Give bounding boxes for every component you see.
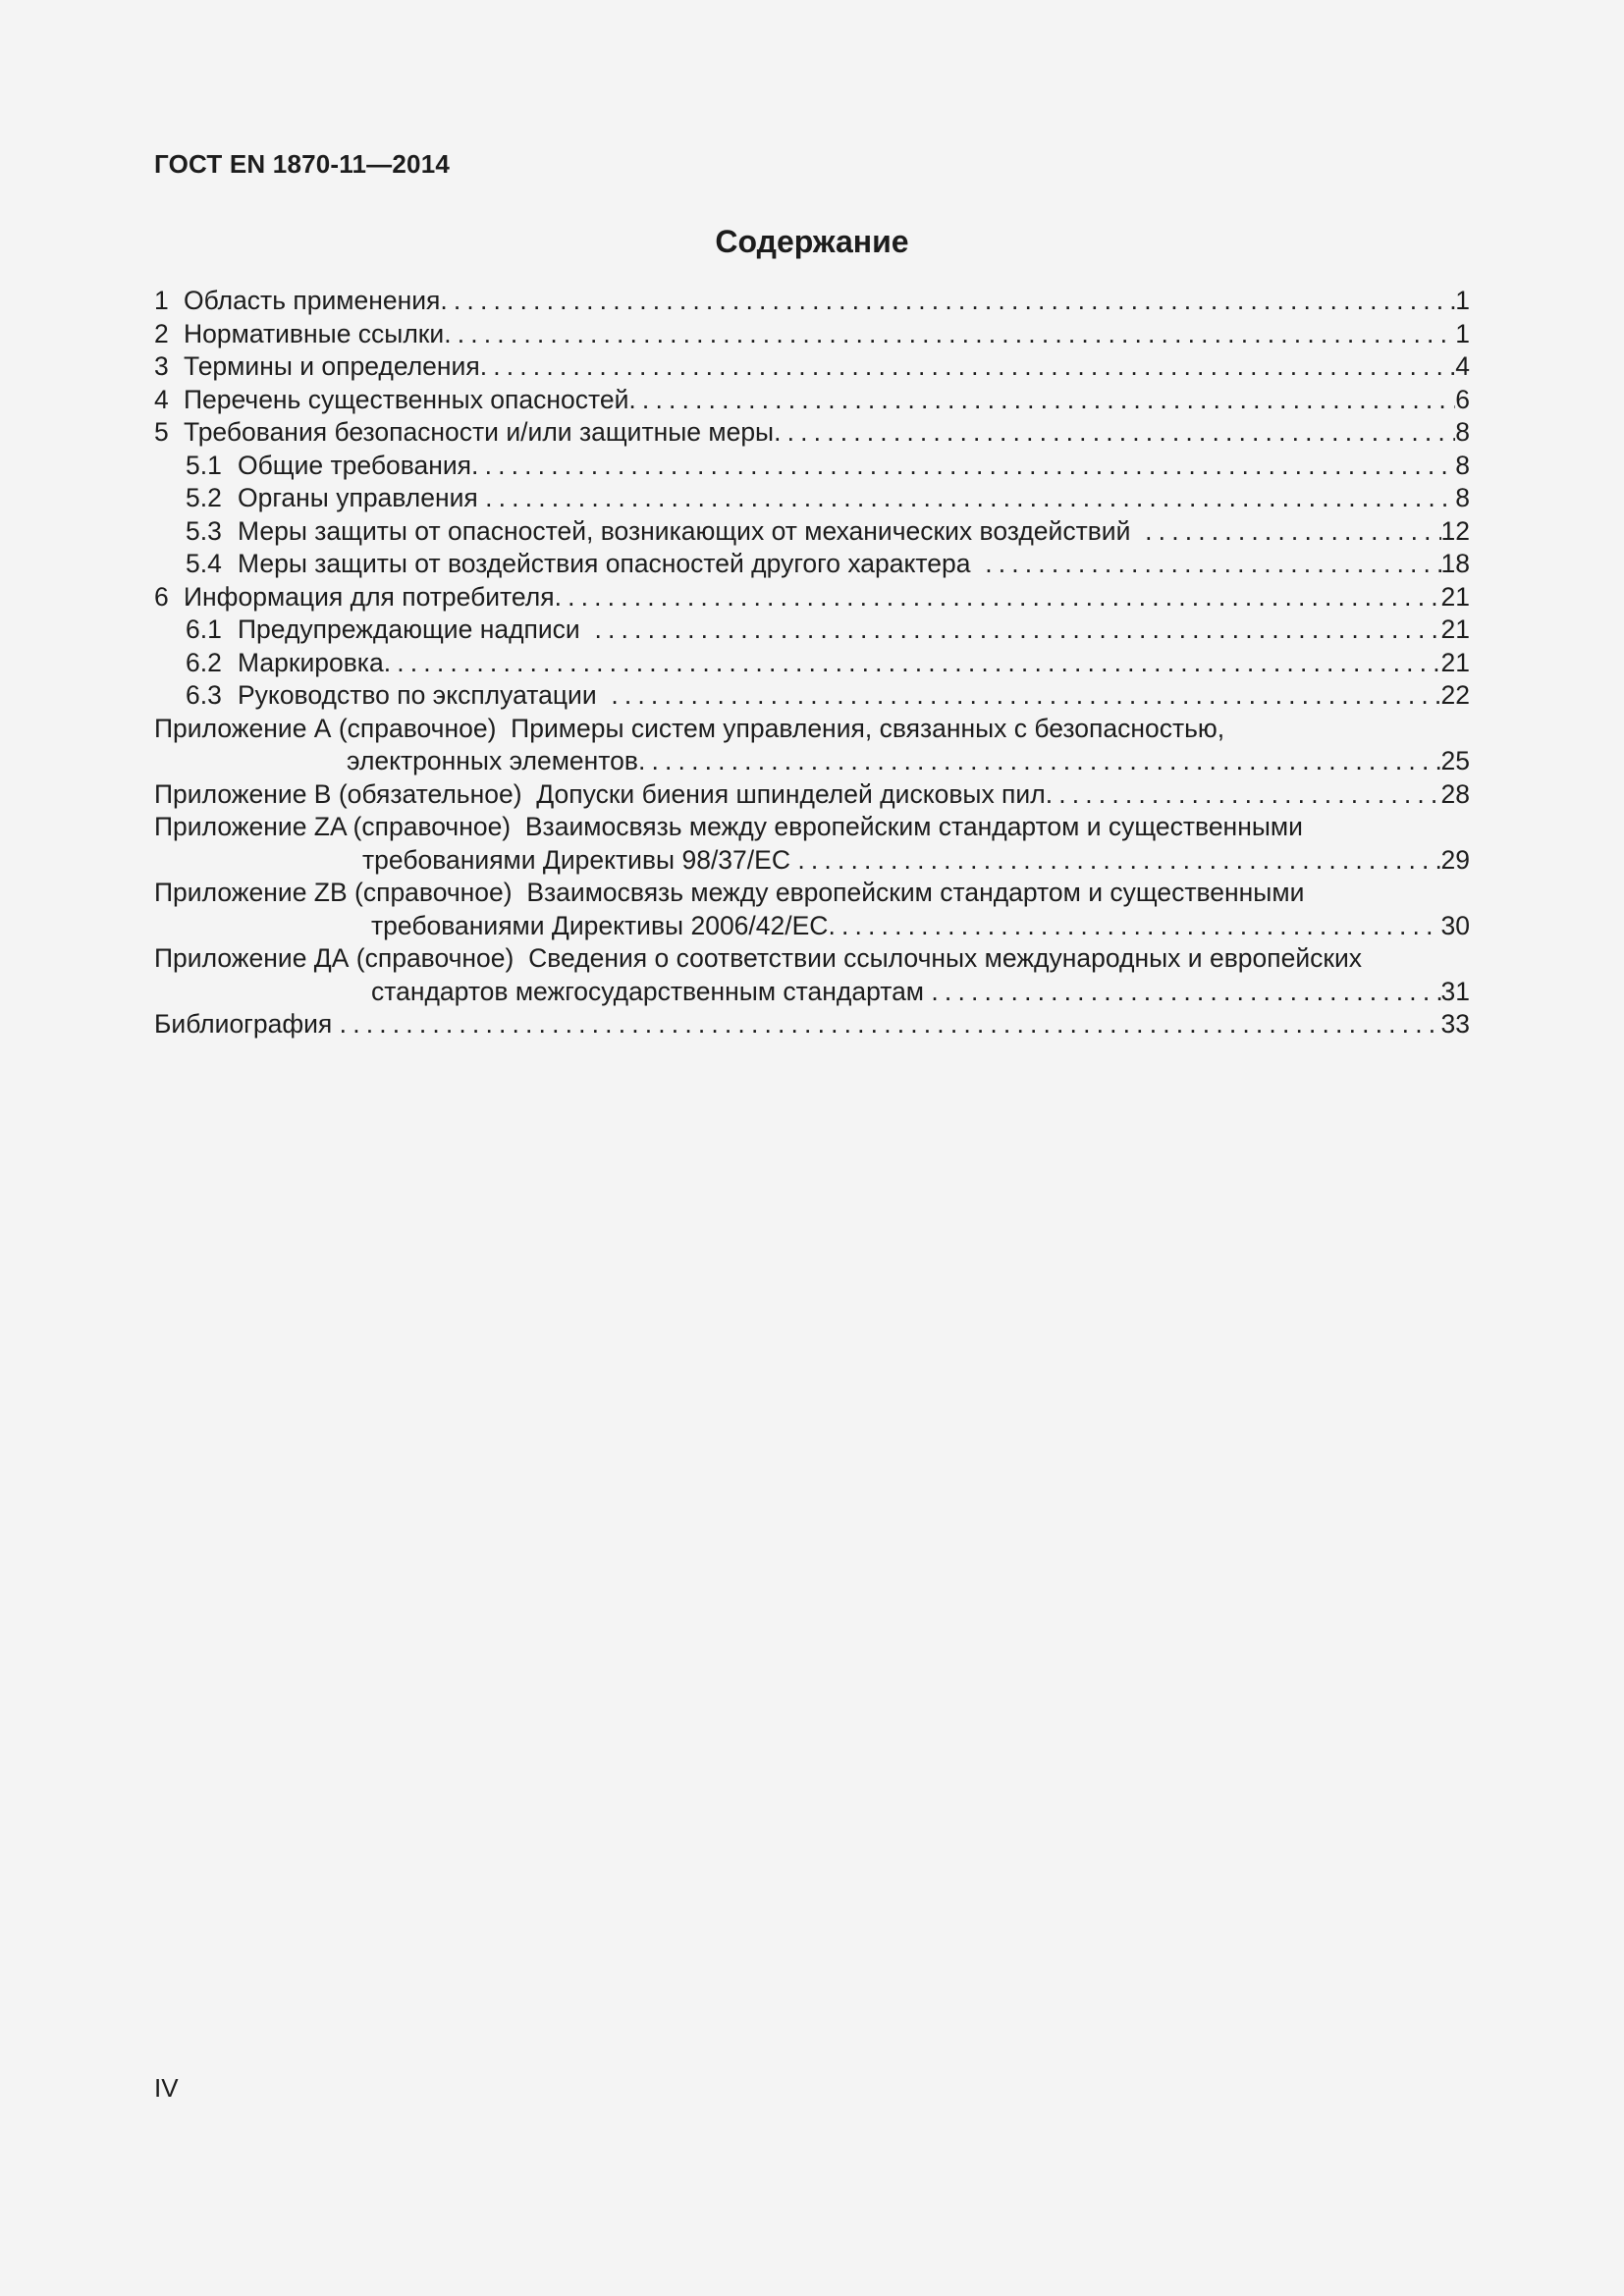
toc-leader-dots [480,350,1456,384]
toc-entry-title: Область применения [184,286,441,315]
toc-page-number: 6 [1455,384,1470,414]
toc-entry-5-3[interactable] [154,515,1470,549]
toc-page-number: 29 [1440,844,1470,875]
toc-entry-1[interactable] [154,285,1470,318]
toc-leader-dots [485,482,1455,515]
toc-appendix-label: Приложение ZB (справочное) [154,878,513,907]
toc-entry-6[interactable] [154,581,1470,614]
toc-entry-number: 3 [154,351,169,381]
toc-entry-title: Примеры систем управления, связанных с безопасностью, [511,713,1225,743]
toc-page-number: 21 [1440,614,1470,644]
toc-entry-5-2[interactable] [154,482,1470,515]
toc-entry-title: Руководство по эксплуатации [238,680,597,710]
toc-entry-title: Библиография [154,1009,333,1039]
toc-entry-title: Предупреждающие надписи [238,614,580,644]
toc-entry-5-1[interactable] [154,450,1470,483]
toc-page-number: 22 [1440,680,1470,710]
toc-entry-title: требованиями Директивы 98/37/ЕС [362,844,790,875]
toc-entry-number: 6.1 [186,614,222,644]
toc-entry-6-3[interactable] [154,679,1470,713]
toc-entry-title: Допуски биения шпинделей дисковых пил [536,778,1046,809]
toc-appendix-da[interactable] [154,942,1470,976]
toc-entry-title: Требования безопасности и/или защитные меры [184,417,775,447]
toc-entry-3[interactable] [154,350,1470,384]
toc-entry-5-4[interactable] [154,548,1470,581]
toc-leader-dots [797,844,1440,878]
toc-appendix-b[interactable] [154,778,1470,812]
toc-entry-number: 5 [154,417,169,447]
toc-entry-6-1[interactable] [154,614,1470,647]
toc-entry-number: 4 [154,384,169,414]
toc-entry-title: требованиями Директивы 2006/42/ЕС [371,910,829,940]
toc-leader-dots [985,548,1440,581]
toc-appendix-da-continued[interactable] [154,976,1470,1009]
toc-appendix-zb[interactable] [154,877,1470,910]
toc-leader-dots [828,910,1440,943]
page-number-footer: IV [154,2073,179,2103]
toc-entry-title: Перечень существенных опасностей [184,384,629,414]
toc-appendix-label: Приложение ZA (справочное) [154,812,512,841]
toc-entry-title: Общие требования [238,450,472,480]
toc-page-number: 18 [1440,549,1470,578]
toc-entry-title: стандартов межгосударственным стандартам [371,976,925,1006]
toc-appendix-za[interactable] [154,811,1470,844]
toc-leader-dots [555,581,1441,614]
toc-entry-title: Сведения о соответствии ссылочных международных и европейских [528,943,1363,973]
toc-appendix-a-continued[interactable] [154,745,1470,778]
toc-appendix-za-continued[interactable] [154,844,1470,878]
toc-appendix-a[interactable] [154,713,1470,746]
toc-entry-5[interactable] [154,416,1470,450]
toc-page-number: 33 [1440,1009,1470,1039]
toc-appendix-label: Приложение ДА (справочное) [154,943,514,973]
toc-entry-6-2[interactable] [154,647,1470,680]
toc-leader-dots [774,416,1455,450]
toc-entry-number: 1 [154,286,169,315]
page-title: Содержание [715,224,909,259]
toc-leader-dots [1046,778,1441,812]
toc-entry-number: 2 [154,318,169,348]
toc-entry-4[interactable] [154,384,1470,417]
toc-leader-dots [384,647,1441,680]
toc-page-number: 8 [1455,450,1470,480]
toc-leader-dots [340,1008,1441,1041]
toc-appendix-label: Приложение А (справочное) [154,713,497,743]
toc-entry-2[interactable] [154,318,1470,351]
toc-leader-dots [638,745,1441,778]
toc-page-number: 30 [1440,910,1470,940]
toc-entry-number: 5.4 [186,549,222,578]
toc-page-number: 1 [1455,286,1470,315]
toc-page-number: 21 [1440,647,1470,677]
toc-entry-title: Взаимосвязь между европейским стандартом и существенными [524,812,1303,841]
toc-entry-title: Меры защиты от воздействия опасностей другого характера [238,549,971,578]
toc-appendix-label: Приложение В (обязательное) [154,778,522,809]
toc-entry-title: Меры защиты от опасностей, возникающих от механических воздействий [238,515,1131,546]
toc-leader-dots [931,976,1440,1009]
toc-entry-number: 5.1 [186,450,222,480]
toc-leader-dots [594,614,1440,647]
toc-page-number: 31 [1440,976,1470,1006]
toc-entry-title: электронных элементов [347,746,638,775]
toc-page-number: 28 [1440,778,1470,809]
toc-bibliography[interactable] [154,1008,1470,1041]
toc-page-number: 8 [1455,483,1470,512]
toc-leader-dots [444,318,1455,351]
table-of-contents [154,285,1470,1041]
toc-entry-number: 5.3 [186,515,222,546]
document-header: ГОСТ EN 1870-11—2014 [154,149,451,179]
toc-entry-number: 6.3 [186,680,222,710]
toc-leader-dots [628,384,1455,417]
toc-entry-title: Нормативные ссылки [184,318,445,348]
toc-appendix-zb-continued[interactable] [154,910,1470,943]
toc-leader-dots [611,679,1440,713]
toc-entry-number: 6 [154,581,169,612]
toc-entry-title: Взаимосвязь между европейским стандартом и существенными [526,878,1305,907]
toc-leader-dots [440,285,1455,318]
toc-page-number: 1 [1455,318,1470,348]
toc-entry-title: Информация для потребителя [184,581,555,612]
toc-entry-number: 6.2 [186,647,222,677]
toc-page-number: 4 [1455,351,1470,381]
toc-page-number: 8 [1455,417,1470,447]
toc-leader-dots [1145,515,1440,549]
toc-leader-dots [471,450,1455,483]
toc-page-number: 12 [1440,515,1470,546]
toc-entry-title: Маркировка [238,647,384,677]
toc-entry-title: Органы управления [238,483,478,512]
toc-page-number: 25 [1440,746,1470,775]
toc-page-number: 21 [1440,581,1470,612]
toc-entry-number: 5.2 [186,483,222,512]
toc-entry-title: Термины и определения [184,351,480,381]
